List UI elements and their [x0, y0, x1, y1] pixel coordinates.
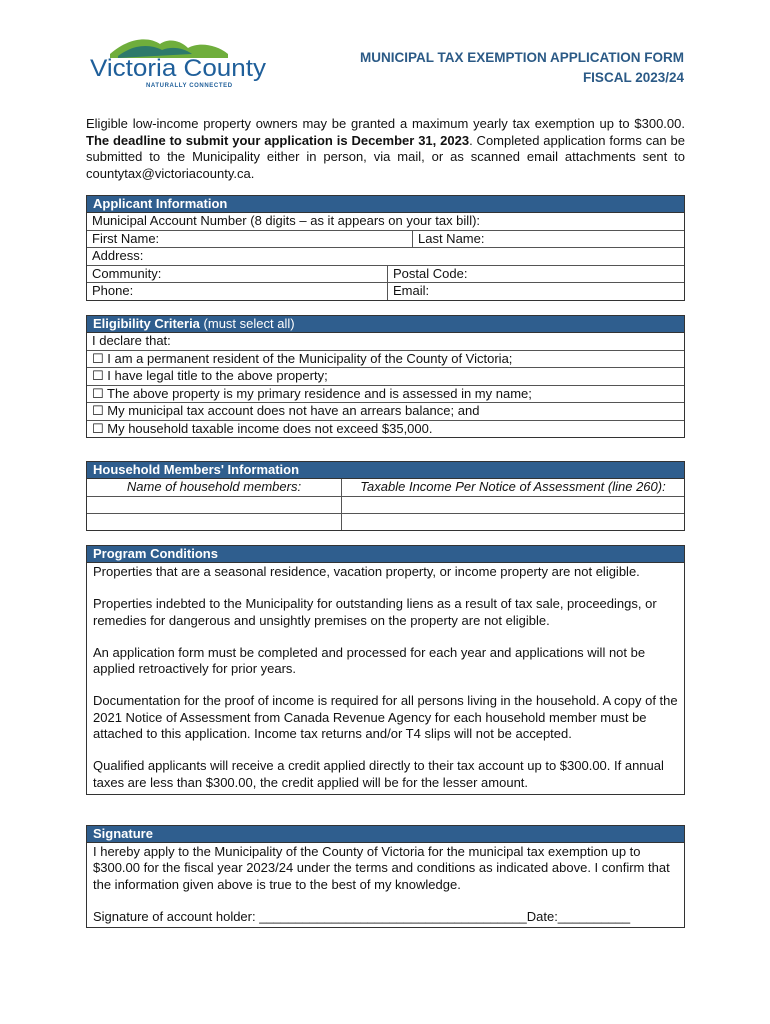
- conditions-heading: Program Conditions: [87, 546, 684, 563]
- eligibility-item-resident[interactable]: [87, 350, 684, 368]
- eligibility-item-title[interactable]: [87, 367, 684, 385]
- logo-mountains-icon: [88, 34, 278, 92]
- condition-paragraph: Qualified applicants will receive a credit applied directly to their tax account up to $300.00. If annual taxes are less than $300.00, the credit applied will be for the lesser amount.: [93, 758, 664, 790]
- household-row[interactable]: [87, 513, 684, 530]
- email-field[interactable]: Email:: [387, 283, 684, 300]
- name-row: [87, 230, 684, 248]
- form-title-line2: FISCAL 2023/24: [582, 70, 684, 85]
- condition-paragraph: Documentation for the proof of income is required for all persons living in the household. A copy of the 2021 Notice of Assessment from Canada Revenue Agency for each household member must be attached to this application. Income tax returns and/or T4 slips will not be accepted.: [93, 693, 678, 742]
- address-field[interactable]: Address:: [92, 248, 144, 263]
- signature-heading: Signature: [87, 826, 684, 843]
- signature-date-line[interactable]: Signature of account holder: _____________________________________Date:__________: [93, 908, 631, 924]
- eligibility-section: [86, 315, 685, 438]
- eligibility-item-arrears[interactable]: [87, 402, 684, 420]
- condition-paragraph: An application form must be completed and processed for each year and applications will not be applied retroactively for prior years.: [93, 644, 646, 677]
- eligibility-item-income[interactable]: [87, 420, 684, 438]
- condition-paragraph: Properties that are a seasonal residence, vacation property, or income property are not eligible.: [93, 564, 640, 579]
- signature-section: [86, 825, 685, 928]
- household-heading: Household Members' Information: [87, 462, 684, 479]
- conditions-body: [87, 563, 684, 794]
- household-name-cell[interactable]: [87, 497, 342, 513]
- account-number-row[interactable]: [87, 213, 684, 230]
- phone-row: [87, 282, 684, 300]
- community-row: [87, 265, 684, 283]
- household-income-cell[interactable]: [342, 514, 684, 530]
- eligibility-heading-text: Eligibility Criteria: [93, 316, 200, 331]
- eligibility-checkbox-label[interactable]: ☐ My household taxable income does not exceed $35,000.: [92, 420, 433, 436]
- eligibility-item-residence[interactable]: [87, 385, 684, 403]
- declare-label: I declare that:: [92, 333, 171, 348]
- eligibility-checkbox-label[interactable]: ☐ The above property is my primary residence and is assessed in my name;: [92, 385, 532, 401]
- eligibility-checkbox-label[interactable]: ☐ I am a permanent resident of the Municipality of the County of Victoria;: [92, 350, 513, 366]
- household-row[interactable]: [87, 496, 684, 513]
- intro-deadline: The deadline to submit your application is December 31, 2023: [86, 132, 470, 148]
- household-income-header: Taxable Income Per Notice of Assessment (line 260):: [360, 479, 666, 494]
- phone-field[interactable]: Phone:: [92, 283, 134, 298]
- applicant-information-section: [86, 195, 685, 301]
- eligibility-heading-note: (must select all): [199, 316, 295, 331]
- declare-row: [87, 333, 684, 350]
- applicant-heading: Applicant Information: [87, 196, 684, 213]
- postal-code-field[interactable]: Postal Code:: [387, 266, 684, 283]
- household-name-cell[interactable]: [87, 514, 342, 530]
- address-row: [87, 247, 684, 265]
- signature-body: [87, 843, 684, 927]
- program-conditions-section: [86, 545, 685, 795]
- account-number-label: Municipal Account Number (8 digits – as it appears on your tax bill):: [92, 213, 481, 228]
- eligibility-checkbox-label[interactable]: ☐ My municipal tax account does not have an arrears balance; and: [92, 403, 480, 418]
- household-income-cell[interactable]: [342, 497, 684, 513]
- household-section: [86, 461, 685, 531]
- household-name-header: Name of household members:: [87, 479, 342, 496]
- community-field[interactable]: Community:: [92, 265, 162, 281]
- intro-text-1: Eligible low-income property owners may be granted a maximum yearly tax exemption up to $300.00.: [86, 116, 685, 131]
- victoria-county-logo: [88, 34, 278, 92]
- eligibility-checkbox-label[interactable]: ☐ I have legal title to the above property;: [92, 368, 328, 383]
- condition-paragraph: Properties indebted to the Municipality for outstanding liens as a result of tax sale, proceedings, or remedies for dangerous and unsightly premises on the property are not eligible.: [93, 596, 657, 628]
- form-title-line1: MUNICIPAL TAX EXEMPTION APPLICATION FORM: [360, 50, 684, 65]
- eligibility-heading: [87, 316, 684, 333]
- logo-tagline: NATURALLY CONNECTED: [146, 83, 233, 89]
- form-title: [360, 48, 684, 88]
- last-name-field[interactable]: Last Name:: [412, 231, 684, 248]
- intro-text-2: . Completed application forms can be submitted to the Municipality either in person, via mail, or as scanned email attachments sent to countytax@victoriacounty.ca.: [86, 132, 685, 181]
- logo-wordmark: Victoria County: [90, 55, 266, 82]
- first-name-field[interactable]: First Name:: [92, 230, 160, 246]
- intro-paragraph: [86, 116, 685, 182]
- signature-declaration: I hereby apply to the Municipality of the County of Victoria for the municipal tax exemption up to $300.00 for the fiscal year 2023/24 under the terms and conditions as indicated above. I confirm that the information given above is true to the best of my knowledge.: [93, 844, 670, 892]
- household-column-headers: [87, 479, 684, 496]
